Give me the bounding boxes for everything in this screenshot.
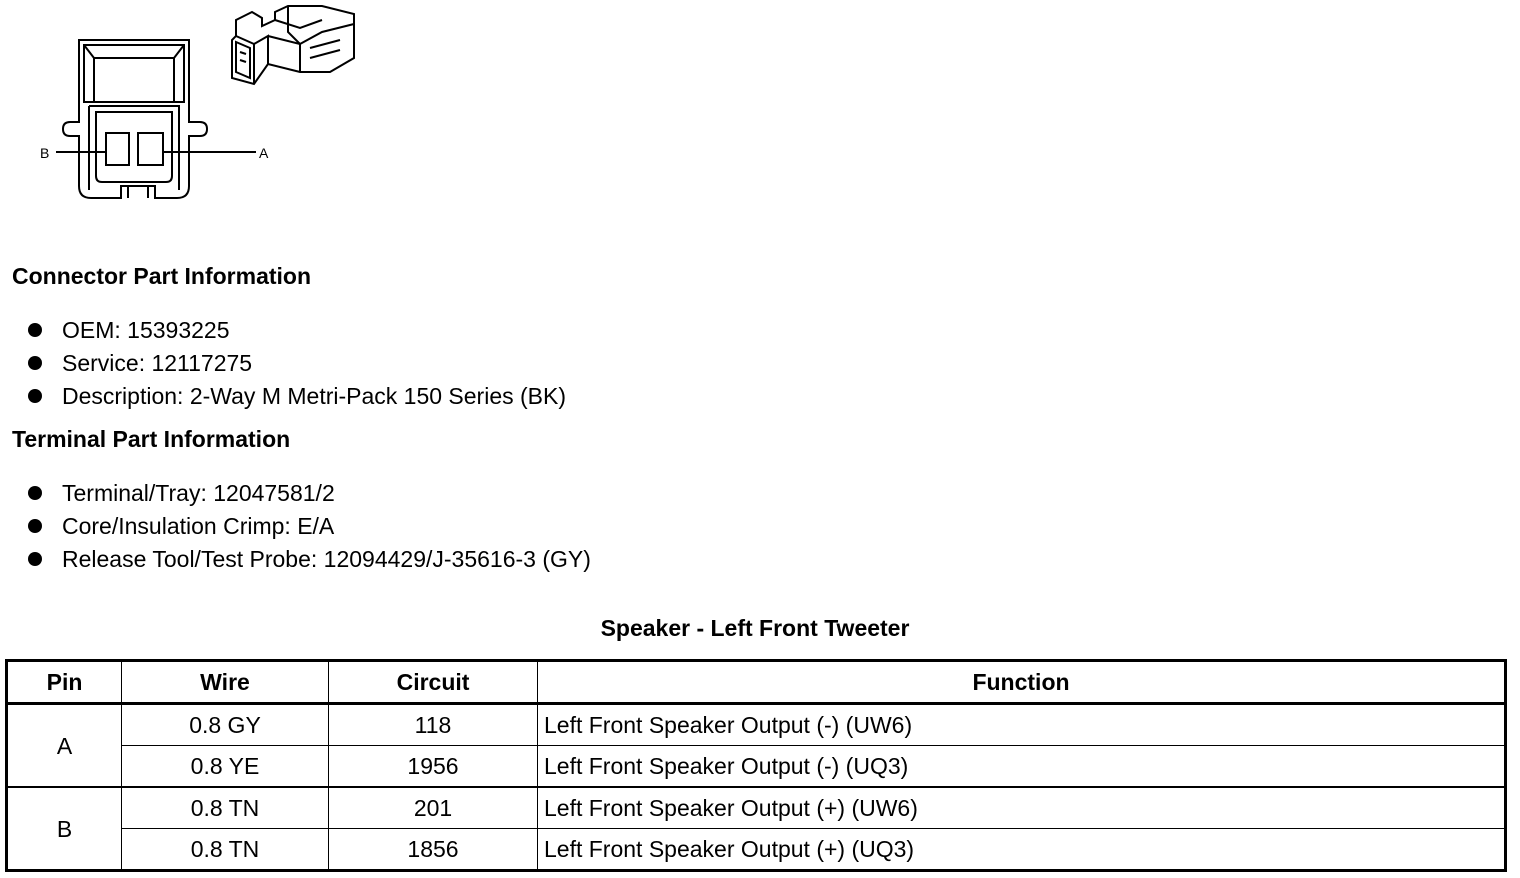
wire-cell: 0.8 TN	[122, 787, 329, 829]
header-pin: Pin	[7, 661, 122, 704]
table-row	[7, 704, 1506, 746]
table-header-row	[7, 661, 1506, 704]
list-item	[28, 381, 566, 414]
pinout-table	[5, 659, 1507, 872]
description-text: Description: 2-Way M Metri-Pack 150 Series (BK)	[62, 383, 567, 409]
bullet-icon	[28, 519, 42, 533]
pin-label-b: B	[40, 145, 50, 161]
pin-cell: A	[7, 704, 122, 788]
list-item	[28, 544, 591, 577]
table-title: Speaker - Left Front Tweeter	[600, 615, 910, 641]
wire-cell: 0.8 TN	[122, 829, 329, 871]
circuit-cell: 1856	[329, 829, 538, 871]
bullet-icon	[28, 486, 42, 500]
list-item	[28, 315, 566, 348]
list-item	[28, 348, 566, 381]
list-item	[28, 511, 591, 544]
connector-diagram	[0, 0, 380, 230]
bullet-icon	[28, 356, 42, 370]
wire-cell: 0.8 GY	[122, 704, 329, 746]
release-tool-text: Release Tool/Test Probe: 12094429/J-35616-3 (GY)	[62, 546, 591, 572]
connector-info-list	[28, 315, 566, 414]
bullet-icon	[28, 552, 42, 566]
wire-cell: 0.8 YE	[122, 746, 329, 788]
function-cell: Left Front Speaker Output (-) (UW6)	[538, 704, 1506, 746]
function-cell: Left Front Speaker Output (-) (UQ3)	[538, 746, 1506, 788]
bullet-icon	[28, 323, 42, 337]
table-row	[7, 829, 1506, 871]
circuit-cell: 1956	[329, 746, 538, 788]
header-circuit: Circuit	[329, 661, 538, 704]
table-row	[7, 787, 1506, 829]
pin-cell: B	[7, 787, 122, 871]
oem-text: OEM: 15393225	[62, 317, 230, 343]
connector-section-title: Connector Part Information	[12, 263, 312, 289]
function-cell: Left Front Speaker Output (+) (UQ3)	[538, 829, 1506, 871]
circuit-cell: 118	[329, 704, 538, 746]
header-function: Function	[538, 661, 1506, 704]
circuit-cell: 201	[329, 787, 538, 829]
table-row	[7, 746, 1506, 788]
terminal-tray-text: Terminal/Tray: 12047581/2	[62, 480, 335, 506]
function-cell: Left Front Speaker Output (+) (UW6)	[538, 787, 1506, 829]
pin-label-a: A	[259, 145, 269, 161]
terminal-info-list	[28, 478, 591, 577]
crimp-text: Core/Insulation Crimp: E/A	[62, 513, 335, 539]
list-item	[28, 478, 591, 511]
service-text: Service: 12117275	[62, 350, 253, 376]
header-wire: Wire	[122, 661, 329, 704]
terminal-section-title: Terminal Part Information	[12, 426, 291, 452]
bullet-icon	[28, 389, 42, 403]
